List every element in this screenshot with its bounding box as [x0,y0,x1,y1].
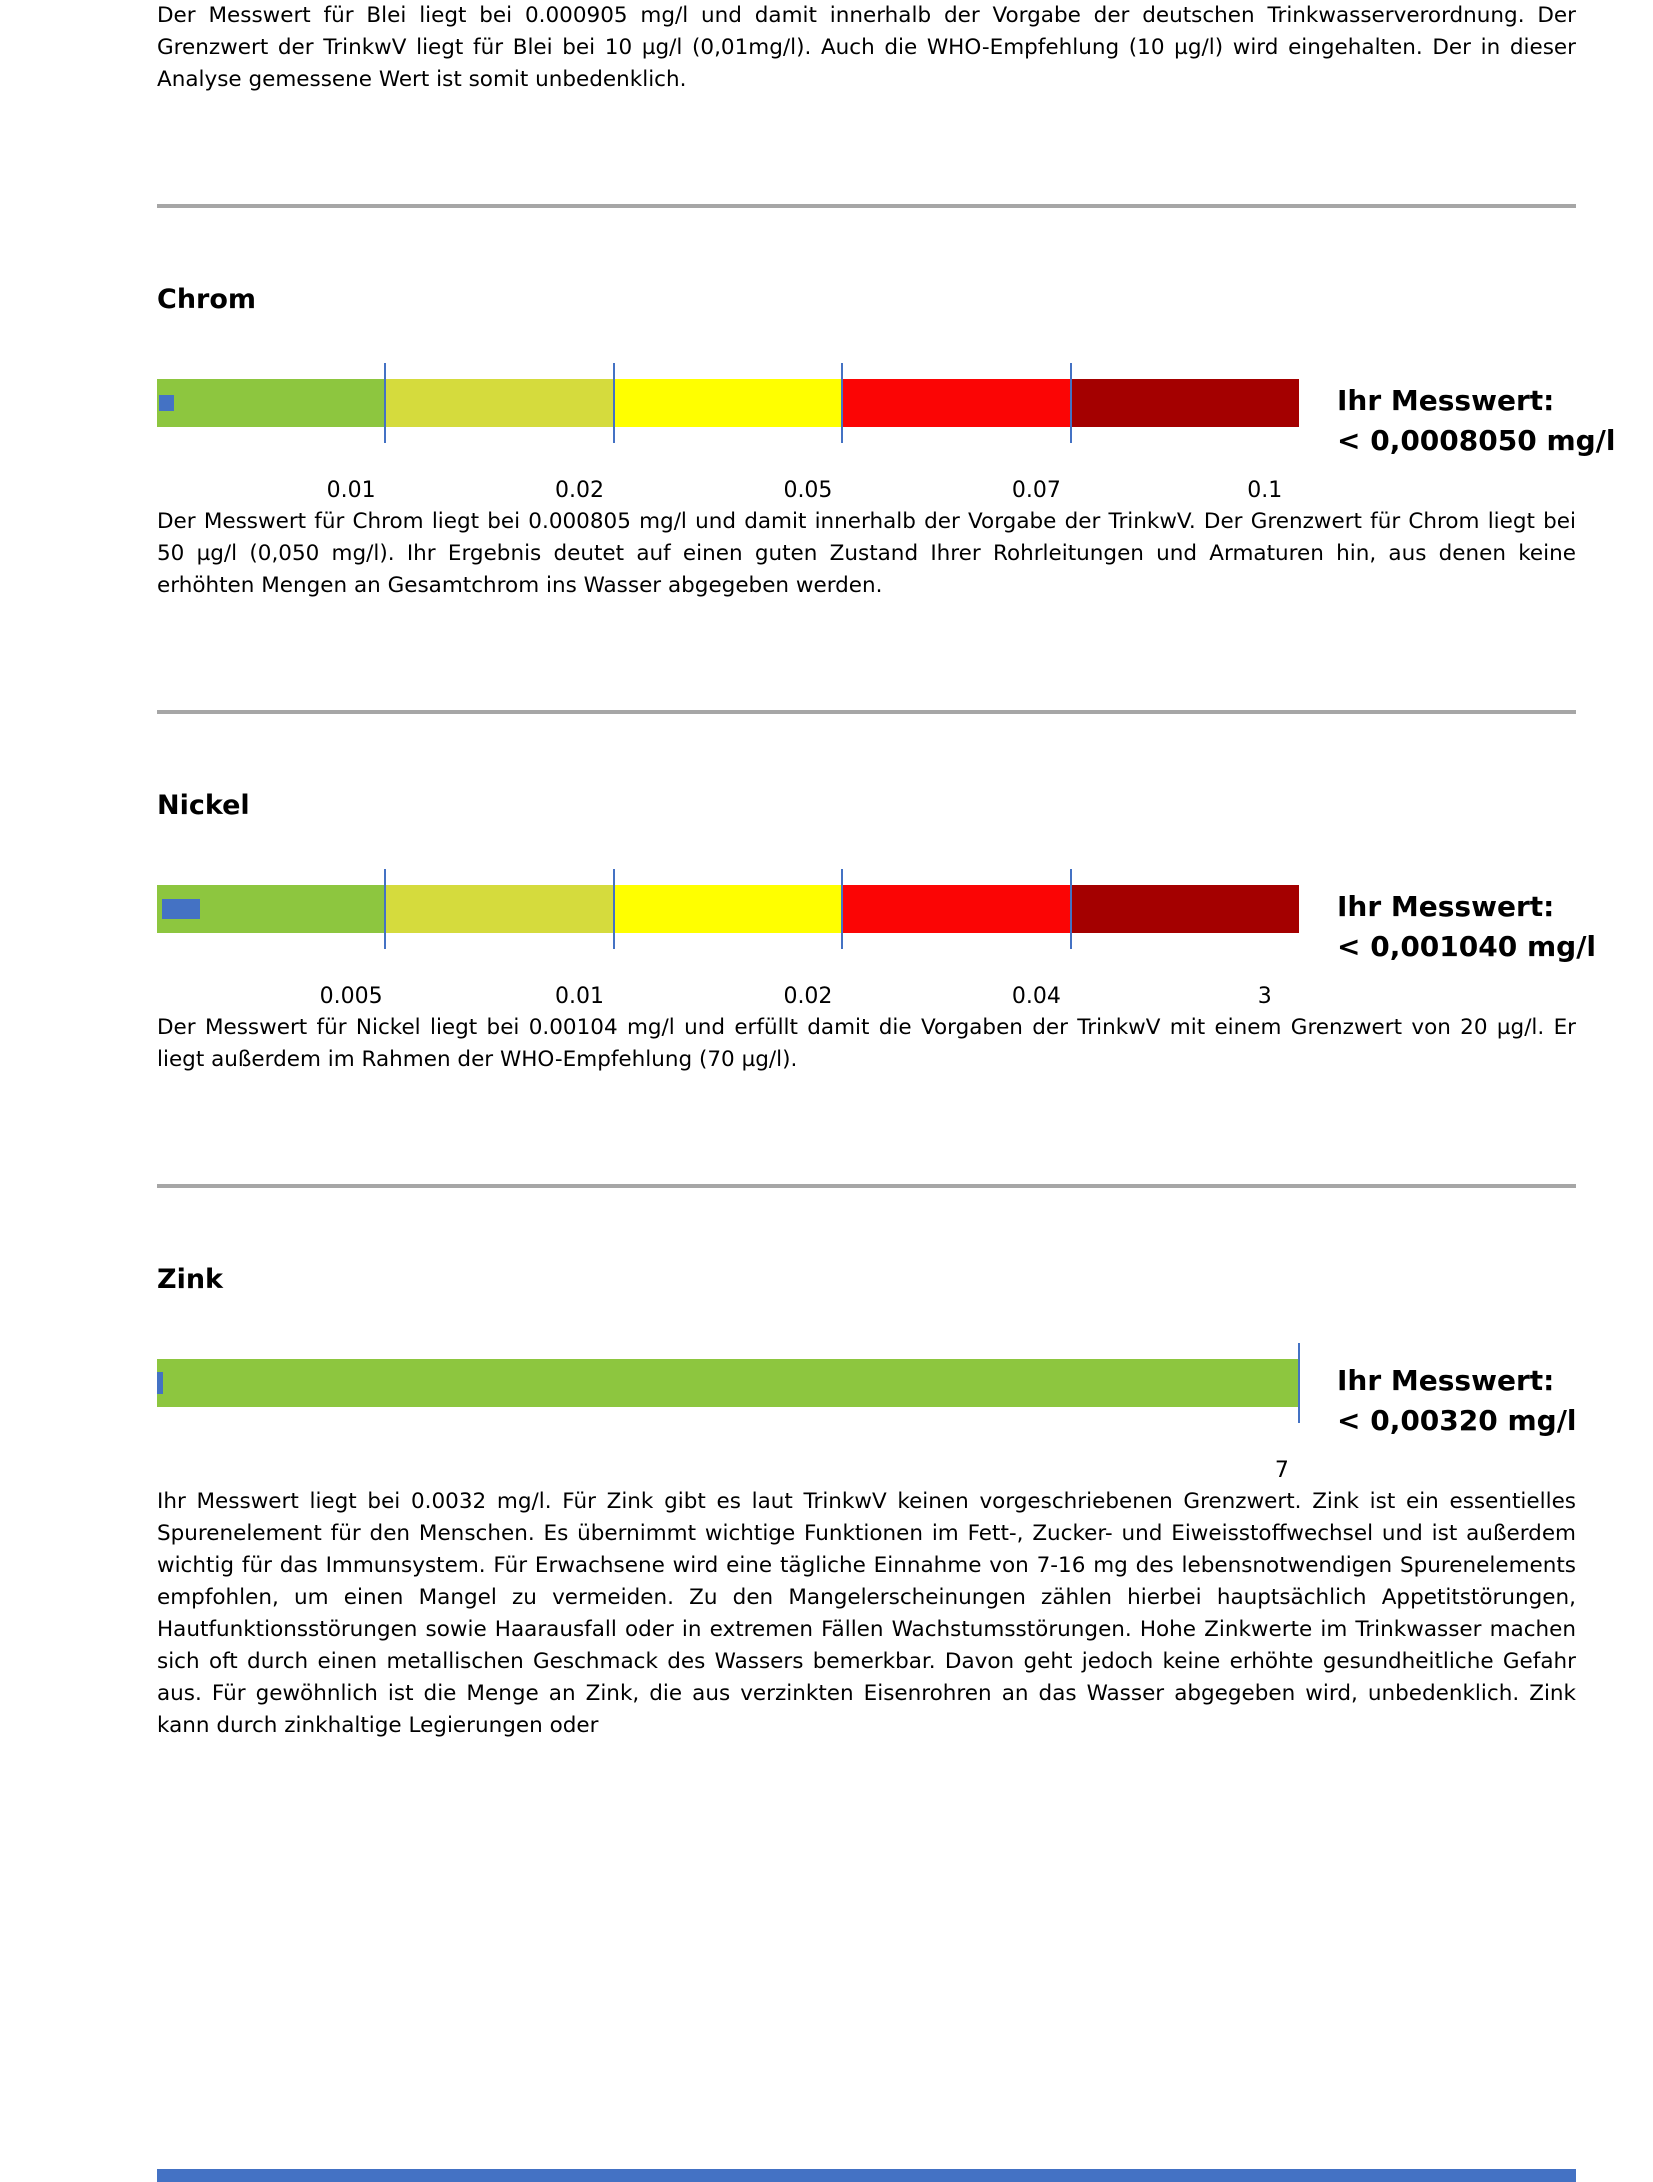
section-heading: Nickel [157,790,250,821]
gauge-tick [384,869,386,949]
section-heading: Chrom [157,284,257,315]
gauge-track [157,885,1299,933]
gauge-zone [157,869,1299,949]
gauge-scale-label: 0.01 [326,478,376,503]
gauge-segment [157,379,385,427]
gauge-scale-label: 0.02 [783,984,833,1009]
gauge-scale-label: 0.005 [319,984,383,1009]
section-divider [157,710,1576,714]
measured-value-label: Ihr Messwert: [1337,1364,1555,1397]
gauge-track [157,379,1299,427]
gauge-tick [1298,1343,1300,1423]
section-description: Der Messwert für Nickel liegt bei 0.00104 mg/l und erfüllt damit die Vorgaben der TrinkwV mit einem Grenzwert von 20 µg/l. Er liegt außerdem im Rahmen der WHO-Empfehlung (70 µg/l). [157,1015,1576,1072]
nickel-gauge-row [157,869,1597,1012]
zink-gauge-row [157,1343,1576,1486]
measured-value-text: < 0,00320 mg/l [1337,1404,1577,1437]
section-nickel [157,710,1597,1076]
chrom-gauge-row [157,363,1616,506]
gauge-tick [384,363,386,443]
gauge-zone [157,363,1299,443]
gauge-tick [1070,363,1072,443]
gauge-tick [1070,869,1072,949]
gauge-tick [613,869,615,949]
measured-value-text: < 0,0008050 mg/l [1337,424,1616,457]
gauge-tick [613,363,615,443]
gauge-scale-label: 0.07 [1011,478,1061,503]
measured-value-text: < 0,001040 mg/l [1337,930,1597,963]
gauge-segment [385,885,613,933]
zink-gauge [157,1343,1299,1486]
gauge-scale-label: 0.01 [555,984,605,1009]
gauge-segment [842,379,1070,427]
measured-value-label: Ihr Messwert: [1337,384,1555,417]
gauge-scale-labels [157,1456,1299,1486]
gauge-scale-labels [157,982,1299,1012]
gauge-scale-label: 0.02 [555,478,605,503]
section-divider [157,204,1576,208]
gauge-segment [614,885,842,933]
next-page-header-strip [157,2169,1576,2182]
intro-paragraph-blei: Der Messwert für Blei liegt bei 0.000905 mg/l und damit innerhalb der Vorgabe der deutschen Trinkwasserverordnung. Der Grenzwert der TrinkwV liegt für Blei bei 10 µg/l (0,01mg/l). Auch die WHO-Empfehlung (10 µg/l) wird eingehalten. Der in dieser Analyse gemessene Wert ist somit unbedenklich. [157,3,1576,92]
gauge-segment [614,379,842,427]
measured-value-block [1337,381,1616,461]
gauge-tick [841,869,843,949]
measured-value-block [1337,887,1596,967]
gauge-segment [842,885,1070,933]
gauge-scale-label: 0.04 [1011,984,1061,1009]
gauge-scale-label: 7 [1274,1458,1289,1483]
measured-value-marker [162,899,200,919]
gauge-track [157,1359,1299,1407]
section-chrom [157,204,1616,602]
gauge-tick [841,363,843,443]
gauge-scale-labels [157,476,1299,506]
measured-value-label: Ihr Messwert: [1337,890,1555,923]
measured-value-marker [157,1372,163,1394]
section-heading: Zink [157,1264,224,1295]
gauge-zone [157,1343,1299,1423]
section-description: Der Messwert für Chrom liegt bei 0.000805 mg/l und damit innerhalb der Vorgabe der TrinkwV. Der Grenzwert für Chrom liegt bei 50 µg/l (0,050 mg/l). Ihr Ergebnis deutet auf einen guten Zustand Ihrer Rohrleitungen und Armaturen hin, aus denen keine erhöhten Mengen an Gesamtchrom ins Wasser abgegeben werden. [157,509,1576,598]
gauge-scale-label: 0.1 [1247,478,1283,503]
measured-value-marker [159,395,174,411]
section-zink [157,1184,1576,1742]
gauge-segment [385,379,613,427]
section-divider [157,1184,1576,1188]
measured-value-block [1337,1361,1577,1441]
chrom-gauge [157,363,1299,506]
gauge-segment [1071,379,1299,427]
gauge-segment [157,1359,1299,1407]
gauge-scale-label: 0.05 [783,478,833,503]
page-content [157,0,1616,1742]
gauge-segment [1071,885,1299,933]
section-description: Ihr Messwert liegt bei 0.0032 mg/l. Für Zink gibt es laut TrinkwV keinen vorgeschriebenen Grenzwert. Zink ist ein essentielles Spurenelement für den Menschen. Es übernimmt wichtige Funktionen im Fett-, Zucker- und Eiweisstoffwechsel und ist außerdem wichtig für das Immunsystem. Für Erwachsene wird eine tägliche Einnahme von 7-16 mg des lebensnotwendigen Spurenelements empfohlen, um einen Mangel zu vermeiden. Zu den Mangelerscheinungen zählen hierbei hauptsächlich Appetitstörungen, Hautfunktionsstörungen sowie Haarausfall oder in extremen Fällen Wachstumsstörungen. Hohe Zinkwerte im Trinkwasser machen sich oft durch einen metallischen Geschmack des Wassers bemerkbar. Davon geht jedoch keine erhöhte gesundheitliche Gefahr aus. Für gewöhnlich ist die Menge an Zink, die aus verzinkten Eisenrohren an das Wasser abgegeben wird, unbedenklich. Zink kann durch zinkhaltige Legierungen oder [157,1489,1576,1738]
nickel-gauge [157,869,1299,1012]
gauge-scale-label: 3 [1257,984,1272,1009]
